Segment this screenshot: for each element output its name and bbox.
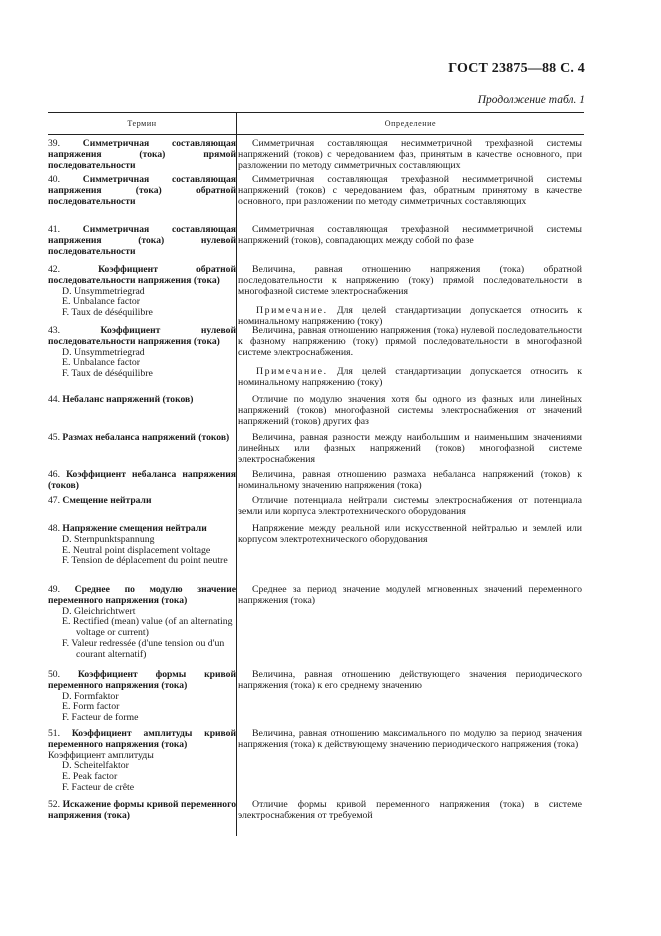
- definition-cell: Среднее за период значение модулей мгновенных значений переменного напряжения (тока): [238, 584, 582, 606]
- definition-cell: Величина, равная отношению напряжения (тока) обратной последовательности к напряжению (току) прямой последовательности в многофазной системе электроснабжения Примечание. Для целей стандартизации допускается относить к номинальному напряжению (току): [238, 264, 583, 328]
- definition-cell: Величина, равная отношению действующего значения периодического напряжения (тока) к его среднему значению: [238, 669, 582, 691]
- column-header-definition: Определение: [384, 119, 437, 128]
- term-name: Размах небаланса напряжений (токов): [62, 432, 230, 443]
- column-divider: [236, 112, 237, 836]
- foreign-equivalent: F. Facteur de crête: [62, 781, 135, 793]
- term-cell: 44. Небаланс напряжений (токов): [48, 394, 194, 405]
- term-name: Симметричная составляющая напряжения (тока) обратной последовательности: [48, 174, 236, 207]
- foreign-equivalent: D. Formfaktor: [62, 690, 119, 702]
- definition-cell: Симметричная составляющая трехфазной несимметричной системы напряжений (токов) с чередованием фаз, обратным принятому в качестве основного, при разложении по методу симметричных составляющих: [238, 174, 582, 207]
- foreign-equivalent: D. Gleichrichtwert: [62, 605, 136, 617]
- term-cell: 49. Среднее по модулю значение переменного напряжения (тока) D. Gleichrichtwert E. Rectified (mean) value (of an alternating voltage or current) F. Valeur redressée (d'une tension ou d'un courant alternatif): [48, 584, 236, 660]
- term-cell: 42. Коэффициент обратной последовательности напряжения (тока) D. Unsymmetriegrad E. Unbalance factor F. Taux de déséquilibre: [48, 264, 236, 319]
- foreign-equivalent: F. Facteur de forme: [62, 712, 139, 724]
- definition-cell: Напряжение между реальной или искусственной нейтралью и землей или корпусом электротехнического оборудования: [238, 523, 582, 545]
- note: Примечание. Для целей стандартизации допускается относить к номинальному напряжению (току): [238, 366, 583, 389]
- column-header-term: Термин: [127, 119, 157, 128]
- term-name: Среднее по модулю значение переменного напряжения (тока): [48, 584, 236, 606]
- foreign-equivalent: F. Taux de déséquilibre: [62, 368, 153, 380]
- definition-cell: Величина, равная отношению максимального по модулю за период значения напряжения (тока) к действующему значению периодического напряжения (тока): [238, 728, 582, 750]
- term-name: Искажение формы кривой переменного напряжения (тока): [48, 799, 236, 821]
- foreign-equivalent: D. Unsymmetriegrad: [62, 285, 145, 297]
- note: Примечание. Для целей стандартизации допускается относить к номинальному напряжению (току): [238, 305, 583, 328]
- term-cell: 46. Коэффициент небаланса напряжения (токов): [48, 469, 236, 491]
- term-name: Коэффициент нулевой последовательности напряжения (тока): [48, 325, 236, 347]
- foreign-equivalent: E. Unbalance factor: [62, 357, 141, 369]
- term-cell: 47. Смещение нейтрали: [48, 495, 152, 506]
- term-name: Напряжение смещения нейтрали: [62, 523, 207, 534]
- term-cell: 48. Напряжение смещения нейтрали D. Sternpunktspannung E. Neutral point displacement voltage F. Tension de déplacement du point neutre: [48, 524, 236, 567]
- definition-cell: Величина, равная отношению размаха небаланса напряжений (токов) к номинальному значению напряжения (тока): [238, 469, 582, 491]
- term-cell: 40. Симметричная составляющая напряжения (тока) обратной последовательности: [48, 174, 236, 207]
- term-name: Коэффициент обратной последовательности напряжения (тока): [48, 264, 236, 286]
- term-name: Небаланс напряжений (токов): [62, 394, 194, 405]
- term-cell: 51. Коэффициент амплитуды кривой переменного напряжения (тока) Коэффициент амплитуды D. Scheitelfaktor E. Peak factor F. Facteur de crête: [48, 728, 236, 793]
- term-cell: 43. Коэффициент нулевой последовательности напряжения (тока) D. Unsymmetriegrad E. Unbalance factor F. Taux de déséquilibre: [48, 325, 236, 380]
- header-bottom-rule: [48, 134, 584, 135]
- term-name: Коэффициент амплитуды кривой переменного напряжения (тока): [48, 728, 236, 750]
- foreign-equivalent: D. Sternpunktspannung: [62, 533, 155, 545]
- page-header: ГОСТ 23875—88 С. 4: [448, 61, 585, 76]
- term-name: Коэффициент небаланса напряжения (токов): [48, 469, 236, 491]
- foreign-equivalent: E. Rectified (mean) value (of an alternating voltage or current): [62, 616, 233, 639]
- definition-cell: Симметричная составляющая трехфазной несимметричной системы напряжений (токов), совпадающих между собой по фазе: [238, 224, 582, 246]
- definition-cell: Величина, равная отношению напряжения (тока) нулевой последовательности к фазному напряжению (току) прямой последовательности в многофазной системе электроснабжения. Примечание. Для целей стандартизации допускается относить к номинальному напряжению (току): [238, 325, 583, 389]
- foreign-equivalent: E. Form factor: [62, 701, 120, 713]
- foreign-equivalent: D. Scheitelfaktor: [62, 760, 129, 772]
- definition-cell: Отличие потенциала нейтрали системы электроснабжения от потенциала земли или корпуса электротехнического оборудования: [238, 495, 582, 517]
- definition-cell: Симметричная составляющая несимметричной трехфазной системы напряжений (токов) с чередованием фаз, принятым в качестве основного, при разложении по методу симметричных составляющих: [238, 138, 582, 171]
- term-name: Симметричная составляющая напряжения (тока) прямой последовательности: [48, 138, 236, 171]
- foreign-equivalent: D. Unsymmetriegrad: [62, 346, 145, 358]
- term-cell: 39. Симметричная составляющая напряжения (тока) прямой последовательности: [48, 138, 236, 171]
- continuation-label: Продолжение табл. 1: [477, 94, 585, 106]
- term-synonym: Коэффициент амплитуды: [48, 749, 154, 761]
- definition-cell: Величина, равная разности между наибольшим и наименьшим значениями линейных или фазных напряжений (токов) многофазной системе электроснабжения: [238, 432, 582, 465]
- term-name: Симметричная составляющая напряжения (тока) нулевой последовательности: [48, 224, 236, 257]
- foreign-equivalent: E. Neutral point displacement voltage: [62, 544, 211, 556]
- definition-cell: Отличие по модулю значения хотя бы одного из фазных или линейных напряжений (токов) многофазной системы электроснабжения от значений напряжений (токов) других фаз: [238, 394, 582, 427]
- term-cell: 45. Размах небаланса напряжений (токов): [48, 432, 230, 443]
- term-cell: 50. Коэффициент формы кривой переменного напряжения (тока) D. Formfaktor E. Form factor F. Facteur de forme: [48, 669, 236, 724]
- foreign-equivalent: F. Taux de déséquilibre: [62, 307, 153, 319]
- table-top-rule: [48, 112, 584, 113]
- foreign-equivalent: F. Tension de déplacement du point neutre: [62, 555, 228, 567]
- term-name: Коэффициент формы кривой переменного напряжения (тока): [48, 669, 236, 691]
- foreign-equivalent: E. Peak factor: [62, 771, 118, 783]
- foreign-equivalent: E. Unbalance factor: [62, 296, 141, 308]
- term-cell: 52. Искажение формы кривой переменного напряжения (тока): [48, 799, 236, 821]
- term-cell: 41. Симметричная составляющая напряжения (тока) нулевой последовательности: [48, 224, 236, 257]
- definition-cell: Отличие формы кривой переменного напряжения (тока) в системе электроснабжения от требуемой: [238, 799, 582, 821]
- term-name: Смещение нейтрали: [62, 495, 152, 506]
- foreign-equivalent: F. Valeur redressée (d'une tension ou d'un courant alternatif): [62, 637, 225, 660]
